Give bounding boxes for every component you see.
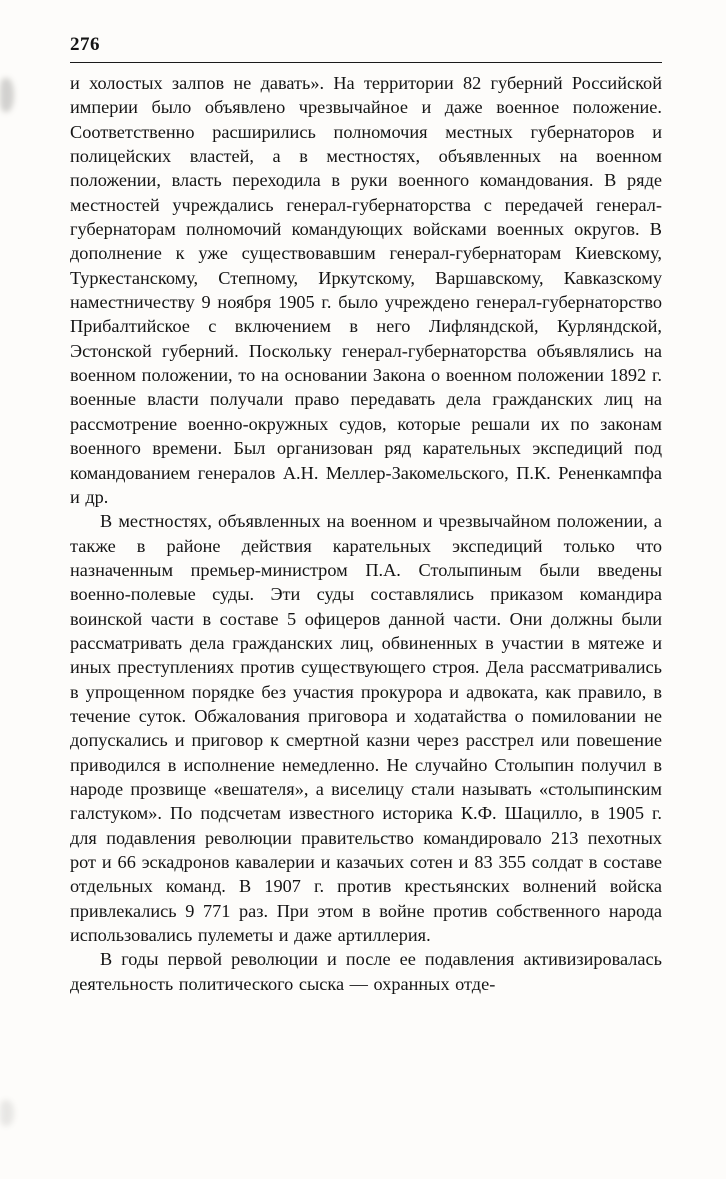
scan-artifact — [0, 78, 14, 112]
page-body — [70, 71, 662, 996]
scan-artifact — [0, 1100, 14, 1126]
header-rule — [70, 62, 662, 63]
page-header — [70, 34, 662, 56]
paragraph-1: и холостых залпов не давать». На территории 82 губерний Российской империи было объявлено чрезвычайное и даже военное положение. Соответственно расширились полномочия местных губернаторов и полицейских властей, а в местностях, объявленных на военном положении, власть переходила в руки военного командования. В ряде местностей учреждались генерал-губернаторства с передачей генерал-губернаторам полномочий командующих войсками военных округов. В дополнение к уже существовавшим генерал-губернаторам Киевскому, Туркестанскому, Степному, Иркутскому, Варшавскому, Кавказскому наместничеству 9 ноября 1905 г. было учреждено генерал-губернаторство Прибалтийское с включением в него Лифляндской, Курляндской, Эстонской губерний. Поскольку генерал-губернаторства объявлялись на военном положении, то на основании Закона о военном положении 1892 г. военные власти получали право передавать дела гражданских лиц на рассмотрение военно-окружных судов, которые решали их по законам военного времени. Был организован ряд карательных экспедиций под командованием генералов А.Н. Меллер-Закомельского, П.К. Рененкампфа и др. — [70, 73, 662, 507]
paragraph-2: В местностях, объявленных на военном и чрезвычайном положении, а также в районе действия карательных экспедиций только что назначенным премьер-министром П.А. Столыпиным были введены военно-полевые суды. Эти суды составлялись приказом командира воинской части в составе 5 офицеров данной части. Они должны были рассматривать дела гражданских лиц, обвиненных в участии в мятеже и иных преступлениях против существующего строя. Дела рассматривались в упрощенном порядке без участия прокурора и адвоката, как правило, в течение суток. Обжалования приговора и ходатайства о помиловании не допускались и приговор к смертной казни через расстрел или повешение приводился в исполнение немедленно. Не случайно Столыпин получил в народе прозвище «вешателя», а виселицу стали называть «столыпинским галстуком». По подсчетам известного историка К.Ф. Шацилло, в 1905 г. для подавления революции правительство командировало 213 пехотных рот и 66 эскадронов кавалерии и казачьих сотен и 83 355 солдат в составе отдельных команд. В 1907 г. против крестьянских волнений войска привлекались 9 771 раз. При этом в войне против собственного народа использовались пулеметы и даже артиллерия. — [70, 511, 662, 946]
paragraph-3: В годы первой революции и после ее подавления активизировалась деятельность политического сыска — охранных отде- — [70, 949, 662, 994]
page-number: 276 — [70, 34, 100, 55]
